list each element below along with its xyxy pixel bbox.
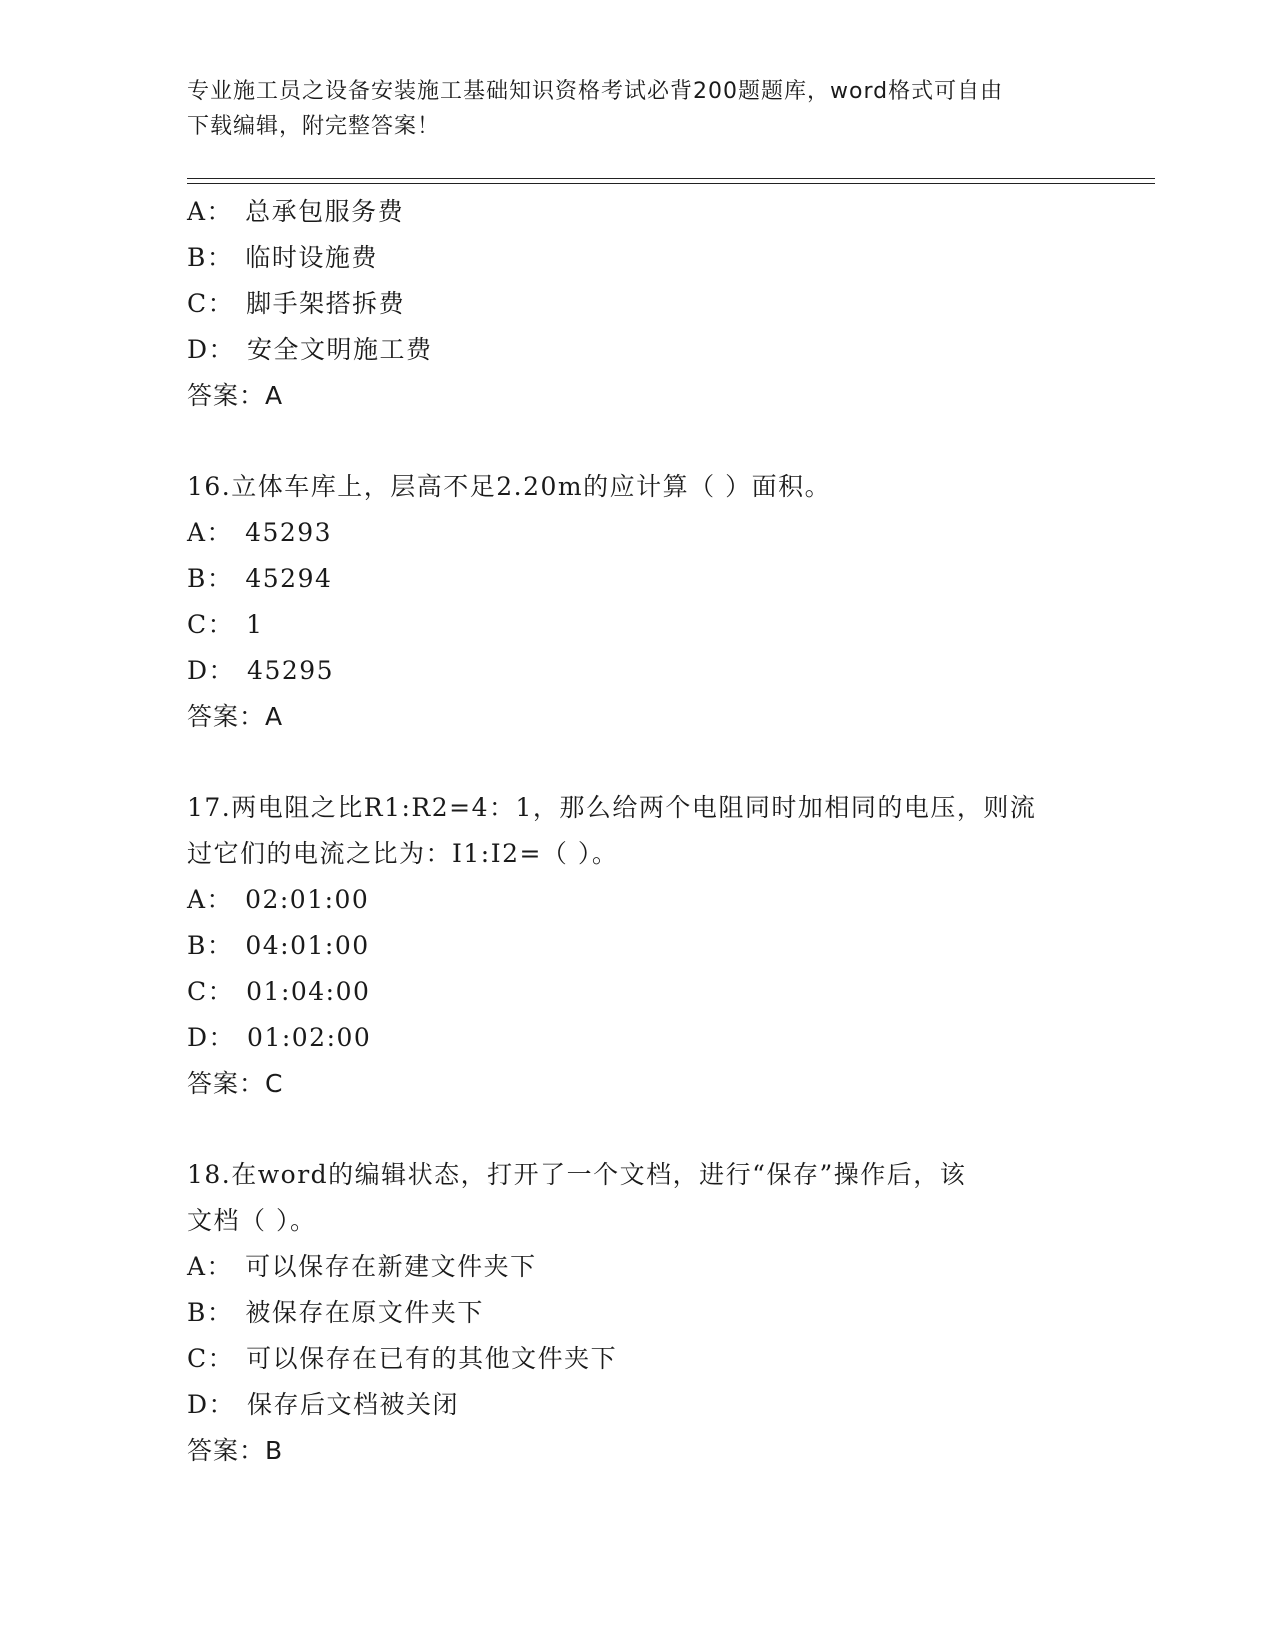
answer-label: 答案： <box>187 1436 266 1465</box>
option-d <box>187 648 1087 694</box>
document-header <box>187 74 1087 144</box>
option-key: A： <box>187 518 234 547</box>
option-key: A： <box>187 885 234 914</box>
option-key: D： <box>187 656 236 685</box>
option-key: A： <box>187 197 234 226</box>
option-text: 被保存在原文件夹下 <box>245 1298 484 1327</box>
option-key: D： <box>187 1023 236 1052</box>
option-key: C： <box>187 610 235 639</box>
header-divider-bottom <box>187 183 1155 184</box>
option-d <box>187 1382 1087 1428</box>
option-d <box>187 1015 1087 1061</box>
header-title-line-1: 专业施工员之设备安装施工基础知识资格考试必背200题题库，word格式可自由 <box>187 79 1004 104</box>
answer-value: C <box>265 1069 284 1098</box>
option-a <box>187 510 1087 556</box>
option-text: 临时设施费 <box>245 243 378 272</box>
option-c <box>187 281 1087 327</box>
option-text: 可以保存在已有的其他文件夹下 <box>246 1344 618 1373</box>
question-list <box>187 189 1087 1474</box>
answer-label: 答案： <box>187 381 266 410</box>
option-text: 45293 <box>245 518 333 547</box>
option-text: 01:04:00 <box>246 977 371 1006</box>
answer-line <box>187 1061 1087 1107</box>
question-fragment <box>187 189 1087 419</box>
option-key: C： <box>187 977 235 1006</box>
option-text: 安全文明施工费 <box>247 335 433 364</box>
option-b <box>187 923 1087 969</box>
question-text: 立体车库上，层高不足2.20m的应计算（ ）面积。 <box>231 472 832 501</box>
option-key: B： <box>187 243 234 272</box>
question-stem-line <box>187 464 1087 510</box>
option-key: B： <box>187 1298 234 1327</box>
option-text: 02:01:00 <box>245 885 370 914</box>
option-b <box>187 1290 1087 1336</box>
question-stem-line <box>187 1198 1087 1244</box>
question-16 <box>187 464 1087 740</box>
option-text: 脚手架搭拆费 <box>246 289 406 318</box>
answer-value: B <box>265 1436 284 1465</box>
option-text: 总承包服务费 <box>245 197 405 226</box>
header-divider-top <box>187 178 1155 179</box>
option-c <box>187 969 1087 1015</box>
option-a <box>187 189 1087 235</box>
option-text: 45294 <box>245 564 333 593</box>
option-c <box>187 602 1087 648</box>
option-d <box>187 327 1087 373</box>
header-title-line-2: 下载编辑，附完整答案！ <box>187 114 441 139</box>
option-key: D： <box>187 1390 236 1419</box>
question-number: 18. <box>187 1160 232 1189</box>
option-text: 保存后文档被关闭 <box>247 1390 460 1419</box>
option-key: B： <box>187 564 234 593</box>
question-18 <box>187 1152 1087 1474</box>
question-17 <box>187 785 1087 1107</box>
option-text: 可以保存在新建文件夹下 <box>245 1252 537 1281</box>
option-text: 1 <box>246 610 264 639</box>
option-b <box>187 235 1087 281</box>
option-key: C： <box>187 289 235 318</box>
option-a <box>187 877 1087 923</box>
question-text: 文档（ ）。 <box>187 1206 317 1235</box>
option-b <box>187 556 1087 602</box>
answer-line <box>187 373 1087 419</box>
question-number: 16. <box>187 472 232 501</box>
question-text: 两电阻之比R1:R2=4：1，那么给两个电阻同时加相同的电压，则流 <box>231 793 1037 822</box>
answer-line <box>187 1428 1087 1474</box>
question-text: 过它们的电流之比为：I1:I2=（ ）。 <box>187 839 619 868</box>
answer-value: A <box>265 381 284 410</box>
option-text: 04:01:00 <box>245 931 370 960</box>
answer-label: 答案： <box>187 702 266 731</box>
answer-value: A <box>265 702 284 731</box>
question-number: 17. <box>187 793 232 822</box>
option-text: 45295 <box>247 656 335 685</box>
option-key: A： <box>187 1252 234 1281</box>
option-c <box>187 1336 1087 1382</box>
option-a <box>187 1244 1087 1290</box>
question-stem-line <box>187 785 1087 831</box>
answer-label: 答案： <box>187 1069 266 1098</box>
question-stem-line <box>187 1152 1087 1198</box>
option-key: B： <box>187 931 234 960</box>
option-key: C： <box>187 1344 235 1373</box>
answer-line <box>187 694 1087 740</box>
question-text: 在word的编辑状态，打开了一个文档，进行“保存”操作后，该 <box>231 1160 967 1189</box>
question-stem-line <box>187 831 1087 877</box>
option-text: 01:02:00 <box>247 1023 372 1052</box>
option-key: D： <box>187 335 236 364</box>
